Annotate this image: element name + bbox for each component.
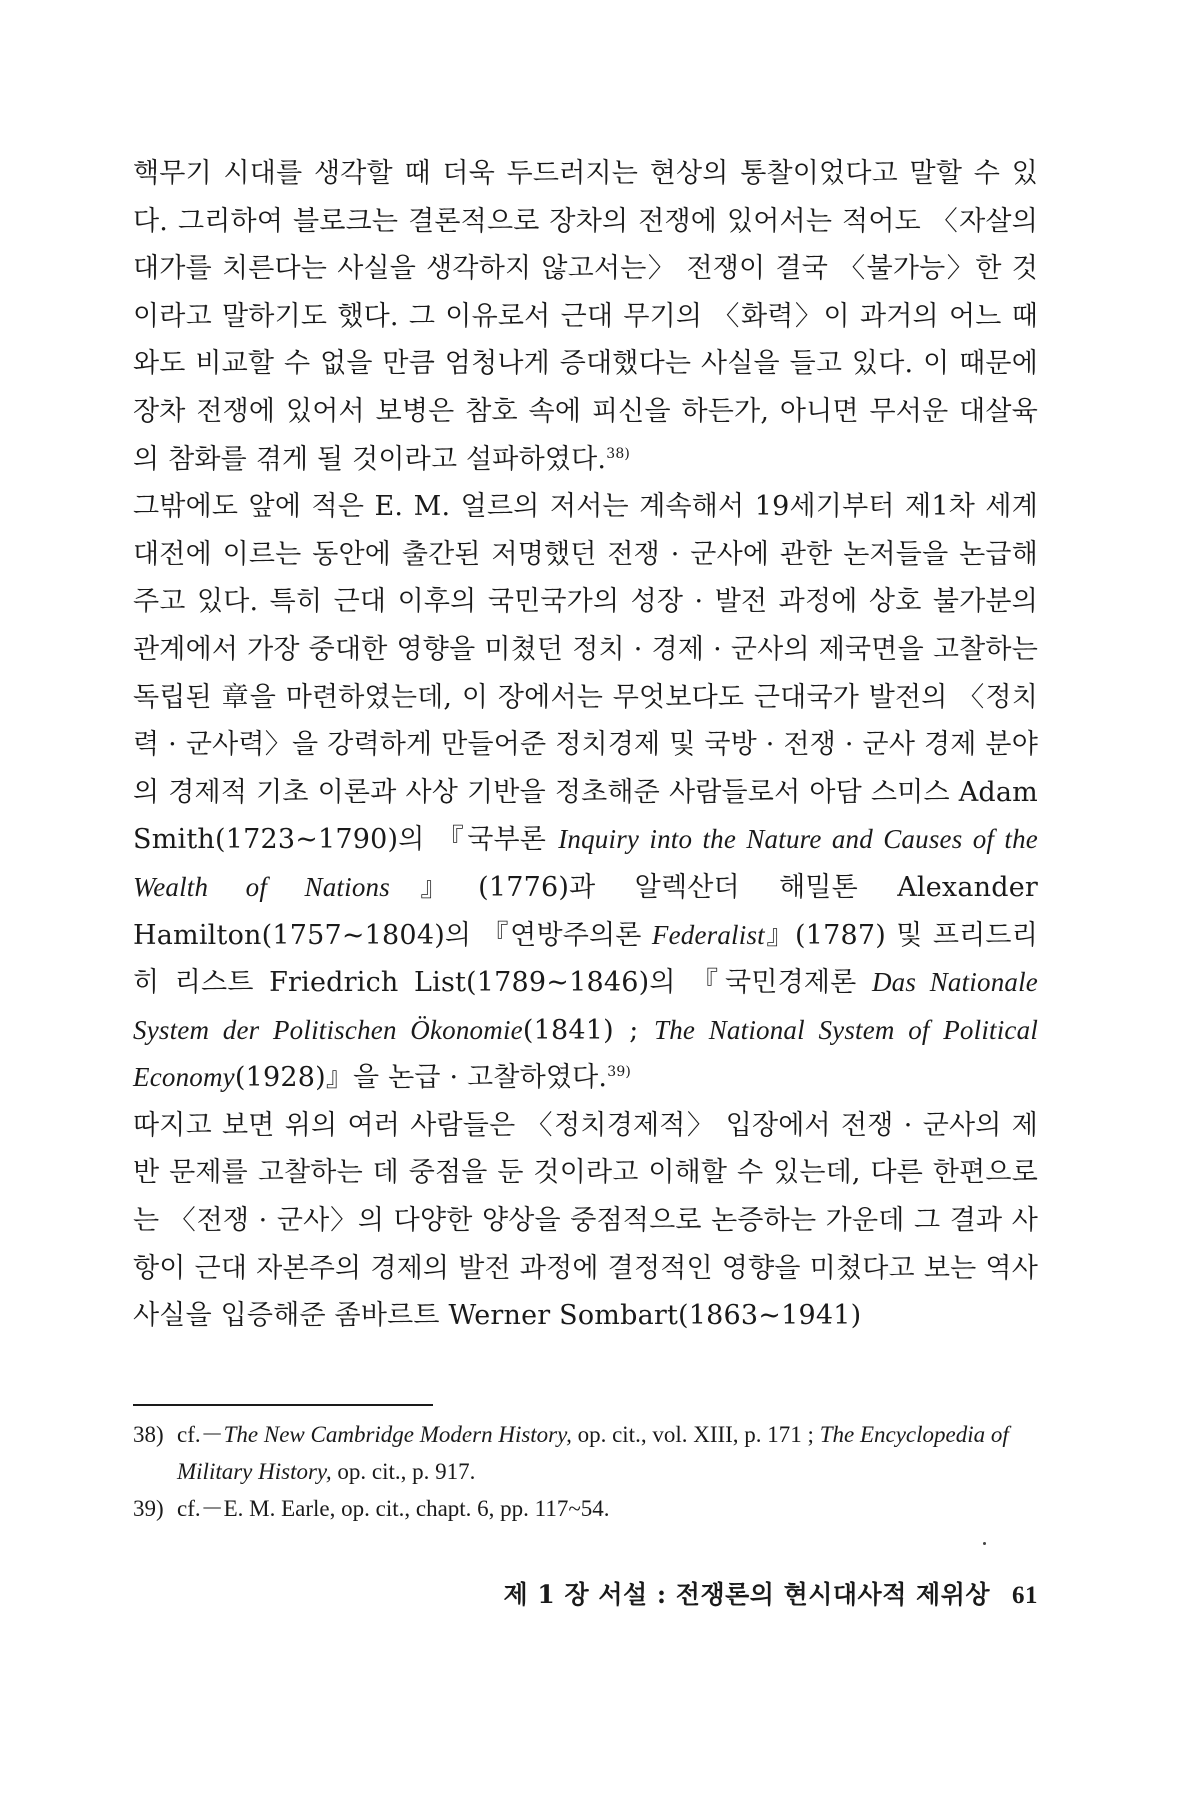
footnote-39 [133,1490,1038,1527]
chapter-title: 제 1 장 서설 : 전쟁론의 현시대사적 제위상 [503,1580,990,1609]
book-title-wealth-of-nations: Inquiry into the Nature and Causes of the Wealth of Nations [133,824,1038,902]
footnote-38 [133,1416,1038,1490]
paragraph-3 [133,1102,1038,1340]
footnote-number: 38) [133,1422,164,1447]
footnote-divider [133,1404,433,1406]
body-text [133,150,1038,1340]
footnote-ref-39: 39) [607,1064,632,1081]
footnote-text: op. cit., vol. XIII, p. 171 ; [571,1422,820,1447]
footnote-text: op. cit., p. 917. [331,1459,476,1484]
footnote-ref-38: 38) [606,445,631,462]
paragraph-2-text-e: (1928)』을 논급 · 고찰하였다. [234,1062,608,1094]
paragraph-2-text-c: 』(1787) 및 프리드리히 리스트 Friedrich List(1789~1846)의 『국민경제론 [133,919,1038,999]
book-title-list-german: Das Nationale System der Politischen Ökonomie [133,967,1038,1045]
paragraph-2 [133,483,1038,1102]
book-title-list-english: The National System of Political Economy [133,1014,1039,1093]
footnote-text: cf.－ [177,1422,224,1447]
paragraph-2-text-d: (1841) ; [522,1014,655,1046]
paragraph-1 [133,150,1038,483]
paragraph-2-text-b: 』(1776)과 알렉산더 해밀톤 Alexander Hamilton(1757~1804)의 『연방주의론 [133,871,1038,951]
footnote-text: cf.－E. M. Earle, op. cit., chapt. 6, pp. 117~54. [177,1496,610,1521]
paragraph-1-text: 핵무기 시대를 생각할 때 더욱 두드러지는 현상의 통찰이었다고 말할 수 있다. 그리하여 블로크는 결론적으로 장차의 전쟁에 있어서는 적어도 〈자살의 대가를 치른다는 사실을 생각하지 않고서는〉 전쟁이 결국 〈불가능〉한 것이라고 말하기도 했다. 그 이유로서 근대 무기의 〈화력〉이 과거의 어느 때와도 비교할 수 없을 만큼 엄청나게 증대했다는 사실을 들고 있다. 이 때문에 장차 전쟁에 있어서 보병은 참호 속에 피신을 하든가, 아니면 무서운 대살육의 참화를 겪게 될 것이라고 설파하였다. [133,158,1038,475]
book-title-federalist: Federalist [651,919,765,950]
footnote-title-encyclopedia: The Encyclopedia of Military History, [177,1422,1009,1484]
footnotes [133,1416,1038,1527]
footnote-title-cambridge: The New Cambridge Modern History, [223,1422,572,1447]
print-speck [983,1542,986,1545]
footnote-number: 39) [133,1496,164,1521]
page-number: 61 [1012,1582,1038,1609]
running-footer [480,1575,1038,1611]
paragraph-3-text: 따지고 보면 위의 여러 사람들은 〈정치경제적〉 입장에서 전쟁 · 군사의 제반 문제를 고찰하는 데 중점을 둔 것이라고 이해할 수 있는데, 다른 한편으로는 〈전쟁 · 군사〉의 다양한 양상을 중점적으로 논증하는 가운데 그 결과 사항이 근대 자본주의 경제의 발전 과정에 결정적인 영향을 미쳤다고 보는 역사 사실을 입증해준 좀바르트 Werner Sombart(1863~1941) [133,1109,1038,1332]
paragraph-2-text-a: 그밖에도 앞에 적은 E. M. 얼르의 저서는 계속해서 19세기부터 제1차 세계대전에 이르는 동안에 출간된 저명했던 전쟁 · 군사에 관한 논저들을 논급해주고 있다. 특히 근대 이후의 국민국가의 성장 · 발전 과정에 상호 불가분의 관계에서 가장 중대한 영향을 미쳤던 정치 · 경제 · 군사의 제국면을 고찰하는 독립된 章을 마련하였는데, 이 장에서는 무엇보다도 근대국가 발전의 〈정치력 · 군사력〉을 강력하게 만들어준 정치경제 및 국방 · 전쟁 · 군사 경제 분야의 경제적 기초 이론과 사상 기반을 정초해준 사람들로서 아담 스미스 Adam Smith(1723~1790)의 『국부론 [133,491,1038,856]
